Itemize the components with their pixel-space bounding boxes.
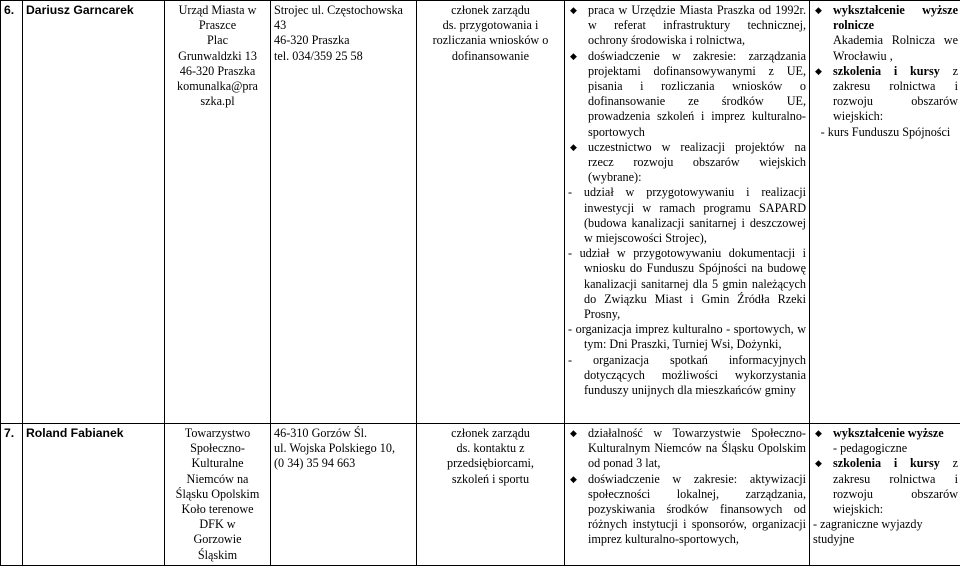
institution-cell [165,424,271,566]
experience-item: ◆ działalność w Towarzystwie Społeczno-Kulturalnym Niemców na Śląsku Opolskim od ponad 3 lat, [568,426,806,472]
address-line: Strojec ul. Częstochowska [274,3,413,18]
role-line: ds. przygotowania i [420,18,561,33]
education-cell [810,1,960,424]
institution-line: Społeczno- [168,441,267,456]
member-name: Dariusz Garncarek [23,1,165,424]
experience-item: ◆ doświadczenie w zakresie: zarządzania projektami dofinansowywanymi z UE, pisania i rozliczania wniosków o dofinansowanie ze środków UE, prowadzenia szkoleń i imprez kulturalno-sportowych [568,49,806,140]
institution-line: Niemców na [168,472,267,487]
institution-line: Koło terenowe [168,502,267,517]
education-item [813,426,958,456]
role-cell [417,1,565,424]
institution-line: Kulturalne [168,456,267,471]
role-line: członek zarządu [420,3,561,18]
education-detail: - pedagogiczne [833,441,907,455]
institution-line: Urząd Miasta w [168,3,267,18]
address-line: tel. 034/359 25 58 [274,49,413,64]
address-cell [271,424,417,566]
education-cell [810,424,960,566]
row-number: 6. [1,1,23,424]
institution-line: Praszce [168,18,267,33]
training-heading: szkolenia i kursy [833,456,940,470]
role-line: przedsiębiorcami, [420,456,561,471]
institution-line: Grunwaldzki 13 [168,49,267,64]
role-cell [417,424,565,566]
experience-cell [565,424,810,566]
institution-line: Plac [168,33,267,48]
address-line: 46-320 Praszka [274,33,413,48]
experience-cell [565,1,810,424]
experience-detail: - udział w przygotowywaniu dokumentacji i wniosku do Funduszu Spójności na budowę kanalizacji sanitarnej dla 5 gmin należących do Związku Miast i Gmin Źródła Rzeki Prosny, [568,246,806,322]
training-detail: z zakresu rolnictwa i rozwoju obszarów wiejskich: [833,64,958,124]
institution-line: szka.pl [168,94,267,109]
role-line: ds. kontaktu z [420,441,561,456]
role-line: szkoleń i sportu [420,472,561,487]
address-line: (0 34) 35 94 663 [274,456,413,471]
experience-detail: - organizacja spotkań informacyjnych dotyczących możliwości wykorzystania funduszy unijnych dla mieszkańców gminy [568,353,806,399]
institution-line: Towarzystwo [168,426,267,441]
institution-line: 46-320 Praszka [168,64,267,79]
institution-line: DFK w [168,517,267,532]
address-line: 46-310 Gorzów Śl. [274,426,413,441]
table-row [1,1,960,424]
experience-detail: - organizacja imprez kulturalno - sportowych, w tym: Dni Praszki, Turniej Wsi, Dożynki, [568,322,806,352]
experience-item: ◆ praca w Urzędzie Miasta Praszka od 1992r. w referat infrastruktury technicznej, ochrony środowiska i rolnictwa, [568,3,806,49]
role-line: dofinansowanie [420,49,561,64]
institution-line: Gorzowie [168,532,267,547]
row-number: 7. [1,424,23,566]
role-line: rozliczania wniosków o [420,33,561,48]
institution-line: Śląsku Opolskim [168,487,267,502]
experience-detail: - udział w przygotowywaniu i realizacji inwestycji w ramach programu SAPARD (budowa kanalizacji sanitarnej i deszczowej w miejscowości Strojec), [568,185,806,246]
education-heading: wykształcenie wyższe [833,426,944,440]
table-row [1,424,960,566]
training-item [813,64,958,125]
training-extra: - zagraniczne wyjazdy studyjne [813,517,958,547]
training-heading: szkolenia i kursy [833,64,940,78]
address-line: 43 [274,18,413,33]
institution-line: komunalka@pra [168,79,267,94]
training-detail: z zakresu rolnictwa i rozwoju obszarów wiejskich: [833,456,958,516]
training-extra: - kurs Funduszu Spójności [813,125,958,140]
experience-item: ◆ uczestnictwo w realizacji projektów na rzecz rozwoju obszarów wiejskich (wybrane): [568,140,806,186]
experience-item: ◆ doświadczenie w zakresie: aktywizacji społeczności lokalnej, zarządzania, pozyskiwania środków finansowych od różnych instytucji i sponsorów, organizacji imprez kulturalno-sportowych, [568,472,806,548]
training-item [813,456,958,517]
education-item [813,3,958,64]
education-heading: wykształcenie wyższe rolnicze [833,3,958,32]
member-name: Roland Fabianek [23,424,165,566]
institution-line: Śląskim [168,548,267,563]
role-line: członek zarządu [420,426,561,441]
institution-cell [165,1,271,424]
address-cell [271,1,417,424]
education-detail: Akademia Rolnicza we Wrocławiu , [833,33,958,62]
address-line: ul. Wojska Polskiego 10, [274,441,413,456]
